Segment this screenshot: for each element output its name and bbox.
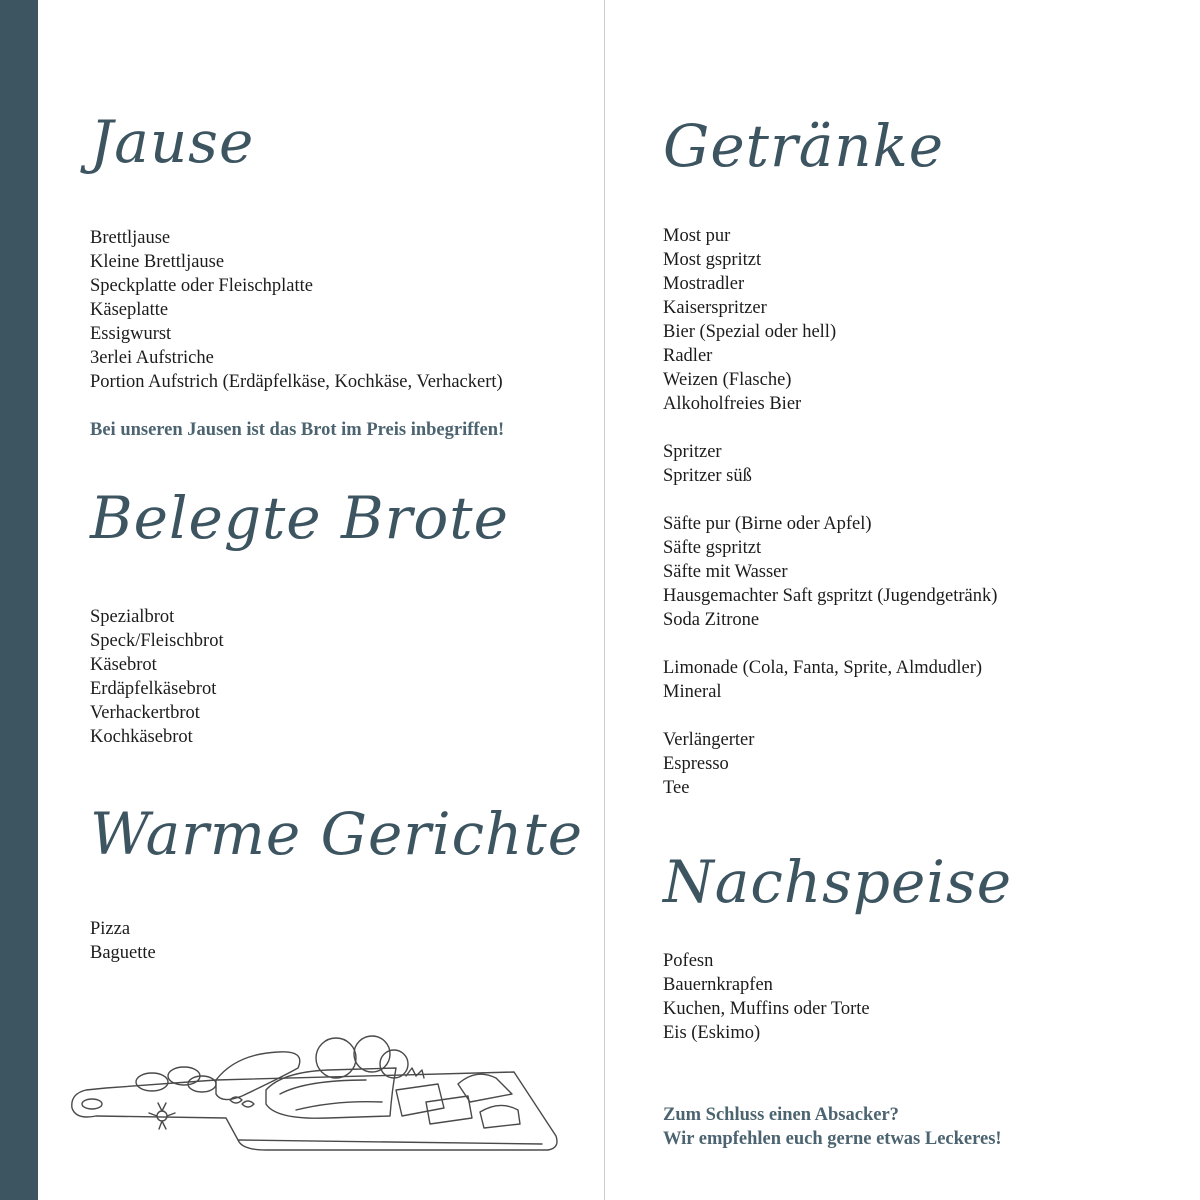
page-fold-divider — [604, 0, 605, 1200]
list-item: Erdäpfelkäsebrot — [90, 679, 217, 699]
jause-list — [90, 226, 503, 394]
list-item: Verlängerter — [663, 730, 755, 750]
list-item: Spritzer süß — [663, 466, 752, 486]
list-item: Mineral — [663, 682, 722, 702]
list-spacer — [663, 704, 997, 728]
list-item: Speck/Fleischbrot — [90, 631, 224, 651]
jause-bread-note: Bei unseren Jausen ist das Brot im Preis inbegriffen! — [90, 420, 505, 440]
list-item: Säfte pur (Birne oder Apfel) — [663, 514, 872, 534]
jause-heading: Jause — [90, 108, 255, 176]
list-item: Kochkäsebrot — [90, 727, 193, 747]
list-item: Spritzer — [663, 442, 722, 462]
list-item: Eis (Eskimo) — [663, 1023, 761, 1043]
nachspeise-heading: Nachspeise — [663, 848, 1013, 916]
belegte-brote-list — [90, 605, 224, 749]
list-item: Käsebrot — [90, 655, 157, 675]
list-item: Kleine Brettljause — [90, 252, 225, 272]
list-item: Soda Zitrone — [663, 610, 760, 630]
warme-gerichte-heading: Warme Gerichte — [90, 800, 584, 868]
list-item: Essigwurst — [90, 324, 172, 344]
list-item: Bauernkrapfen — [663, 975, 773, 995]
list-item: Brettljause — [90, 228, 171, 248]
list-item: Pofesn — [663, 951, 714, 971]
list-item: Pizza — [90, 919, 131, 939]
belegte-brote-heading: Belegte Brote — [90, 484, 509, 552]
list-item: Spezialbrot — [90, 607, 175, 627]
list-item: Bier (Spezial oder hell) — [663, 322, 837, 342]
list-item: Limonade (Cola, Fanta, Sprite, Almdudler) — [663, 658, 983, 678]
list-spacer — [663, 416, 997, 440]
list-spacer — [663, 488, 997, 512]
getraenke-heading: Getränke — [663, 112, 945, 180]
list-item: Verhackertbrot — [90, 703, 200, 723]
list-item: Käseplatte — [90, 300, 169, 320]
list-item: Most pur — [663, 226, 731, 246]
list-item: Most gspritzt — [663, 250, 762, 270]
closing-note-line2: Wir empfehlen euch gerne etwas Leckeres! — [663, 1129, 1002, 1149]
list-item: Speckplatte oder Fleischplatte — [90, 276, 313, 296]
list-item: Mostradler — [663, 274, 745, 294]
list-item: Kaiserspritzer — [663, 298, 767, 318]
list-item: Espresso — [663, 754, 729, 774]
list-item: Tee — [663, 778, 690, 798]
list-item: Baguette — [90, 943, 156, 963]
warme-gerichte-list — [90, 917, 156, 965]
nachspeise-list — [663, 949, 870, 1045]
list-item: Säfte gspritzt — [663, 538, 762, 558]
list-item: Säfte mit Wasser — [663, 562, 788, 582]
list-item: Portion Aufstrich (Erdäpfelkäse, Kochkäse, Verhackert) — [90, 372, 503, 392]
list-item: 3erlei Aufstriche — [90, 348, 214, 368]
charcuterie-board-icon — [66, 1020, 566, 1160]
getraenke-list — [663, 224, 997, 800]
list-item: Radler — [663, 346, 713, 366]
list-item: Weizen (Flasche) — [663, 370, 792, 390]
list-item: Alkoholfreies Bier — [663, 394, 802, 414]
closing-note-line1: Zum Schluss einen Absacker? — [663, 1105, 899, 1125]
list-spacer — [663, 632, 997, 656]
list-item: Kuchen, Muffins oder Torte — [663, 999, 870, 1019]
list-item: Hausgemachter Saft gspritzt (Jugendgetränk) — [663, 586, 998, 606]
side-color-band — [0, 0, 38, 1200]
